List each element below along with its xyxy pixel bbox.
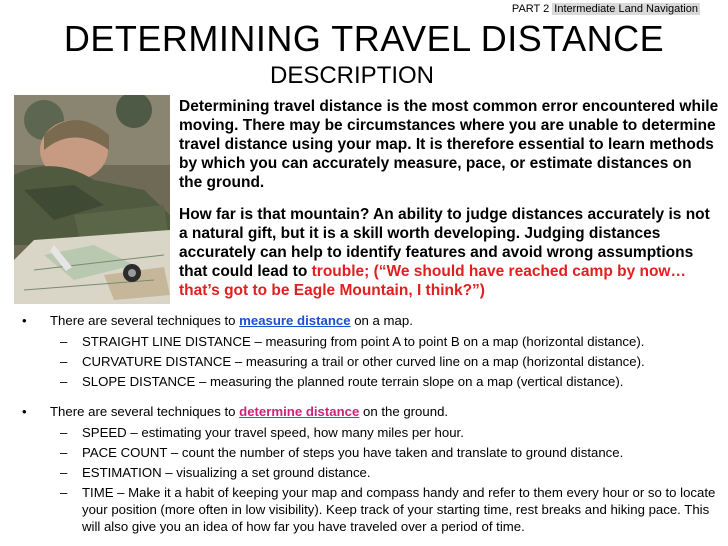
list-item-text: SPEED – estimating your travel speed, how many miles per hour. (82, 425, 464, 440)
list-item (0, 333, 720, 350)
intro-paragraph-2-text: How far is that mountain? An ability to judge distances accurately is not a natural gift, but it is a skill worth developing. Judging distances accurately can help to identify features and avoid wrong assumptions that could lead to (179, 206, 710, 280)
dash: – (60, 445, 68, 460)
list-item-text: PACE COUNT – count the number of steps you have taken and translate to ground distance. (82, 445, 624, 460)
dash: – (60, 334, 68, 349)
dash: – (60, 374, 68, 389)
list-item-text: on the ground. (359, 404, 449, 419)
ground-techniques-list (0, 403, 720, 538)
list-item-text: There are several techniques to (50, 404, 240, 419)
list-item (0, 444, 720, 461)
map-techniques-list (0, 312, 720, 393)
list-item (0, 484, 720, 535)
dash: – (60, 354, 68, 369)
list-item-text: STRAIGHT LINE DISTANCE – measuring from point A to point B on a map (horizontal distance). (82, 334, 645, 349)
dash: – (60, 465, 68, 480)
list-item (0, 312, 720, 329)
intro-paragraph-1: Determining travel distance is the most common error encountered while moving. There may be circumstances where you are unable to determine travel distance using your map. It is therefore essential to learn methods by which you can accurately measure, pace, or estimate distances on the ground. (179, 98, 719, 191)
bullet: • (22, 404, 27, 419)
dash: – (60, 485, 68, 500)
list-item-text: TIME – Make it a habit of keeping your map and compass handy and refer to them every hour or so to locate your position (more often in low visibility). Keep track of your starting time, rest breaks and hiking pace. This will also give you an idea of how far you have traveled over a period of time. (82, 485, 716, 534)
list-item (0, 403, 720, 420)
list-item-text: SLOPE DISTANCE – measuring the planned route terrain slope on a map (vertical distance). (82, 374, 624, 389)
soldier-reading-map-icon (14, 95, 170, 304)
list-item-text: ESTIMATION – visualizing a set ground distance. (82, 465, 371, 480)
list-item (0, 424, 720, 441)
page-subtitle: DESCRIPTION (270, 62, 435, 89)
header-tag (512, 3, 700, 15)
part-label: PART 2 (511, 3, 550, 15)
page-title: DETERMINING TRAVEL DISTANCE (63, 18, 665, 59)
list-item (0, 373, 720, 390)
bullet: • (22, 313, 27, 328)
list-item-text: There are several techniques to (50, 313, 240, 328)
list-item (0, 464, 720, 481)
measure-distance-link[interactable]: measure distance (239, 313, 351, 328)
dash: – (60, 425, 68, 440)
course-label: Intermediate Land Navigation (554, 3, 698, 15)
list-item-text: CURVATURE DISTANCE – measuring a trail or other curved line on a map (horizontal distance). (82, 354, 645, 369)
intro-paragraph-2 (179, 205, 719, 300)
list-item-text: on a map. (350, 313, 413, 328)
list-item (0, 353, 720, 370)
determine-distance-link[interactable]: determine distance (239, 404, 360, 419)
trouble-quote: trouble; (“We should have reached camp by now… that’s got to be Eagle Mountain, I think?”) (179, 263, 686, 299)
